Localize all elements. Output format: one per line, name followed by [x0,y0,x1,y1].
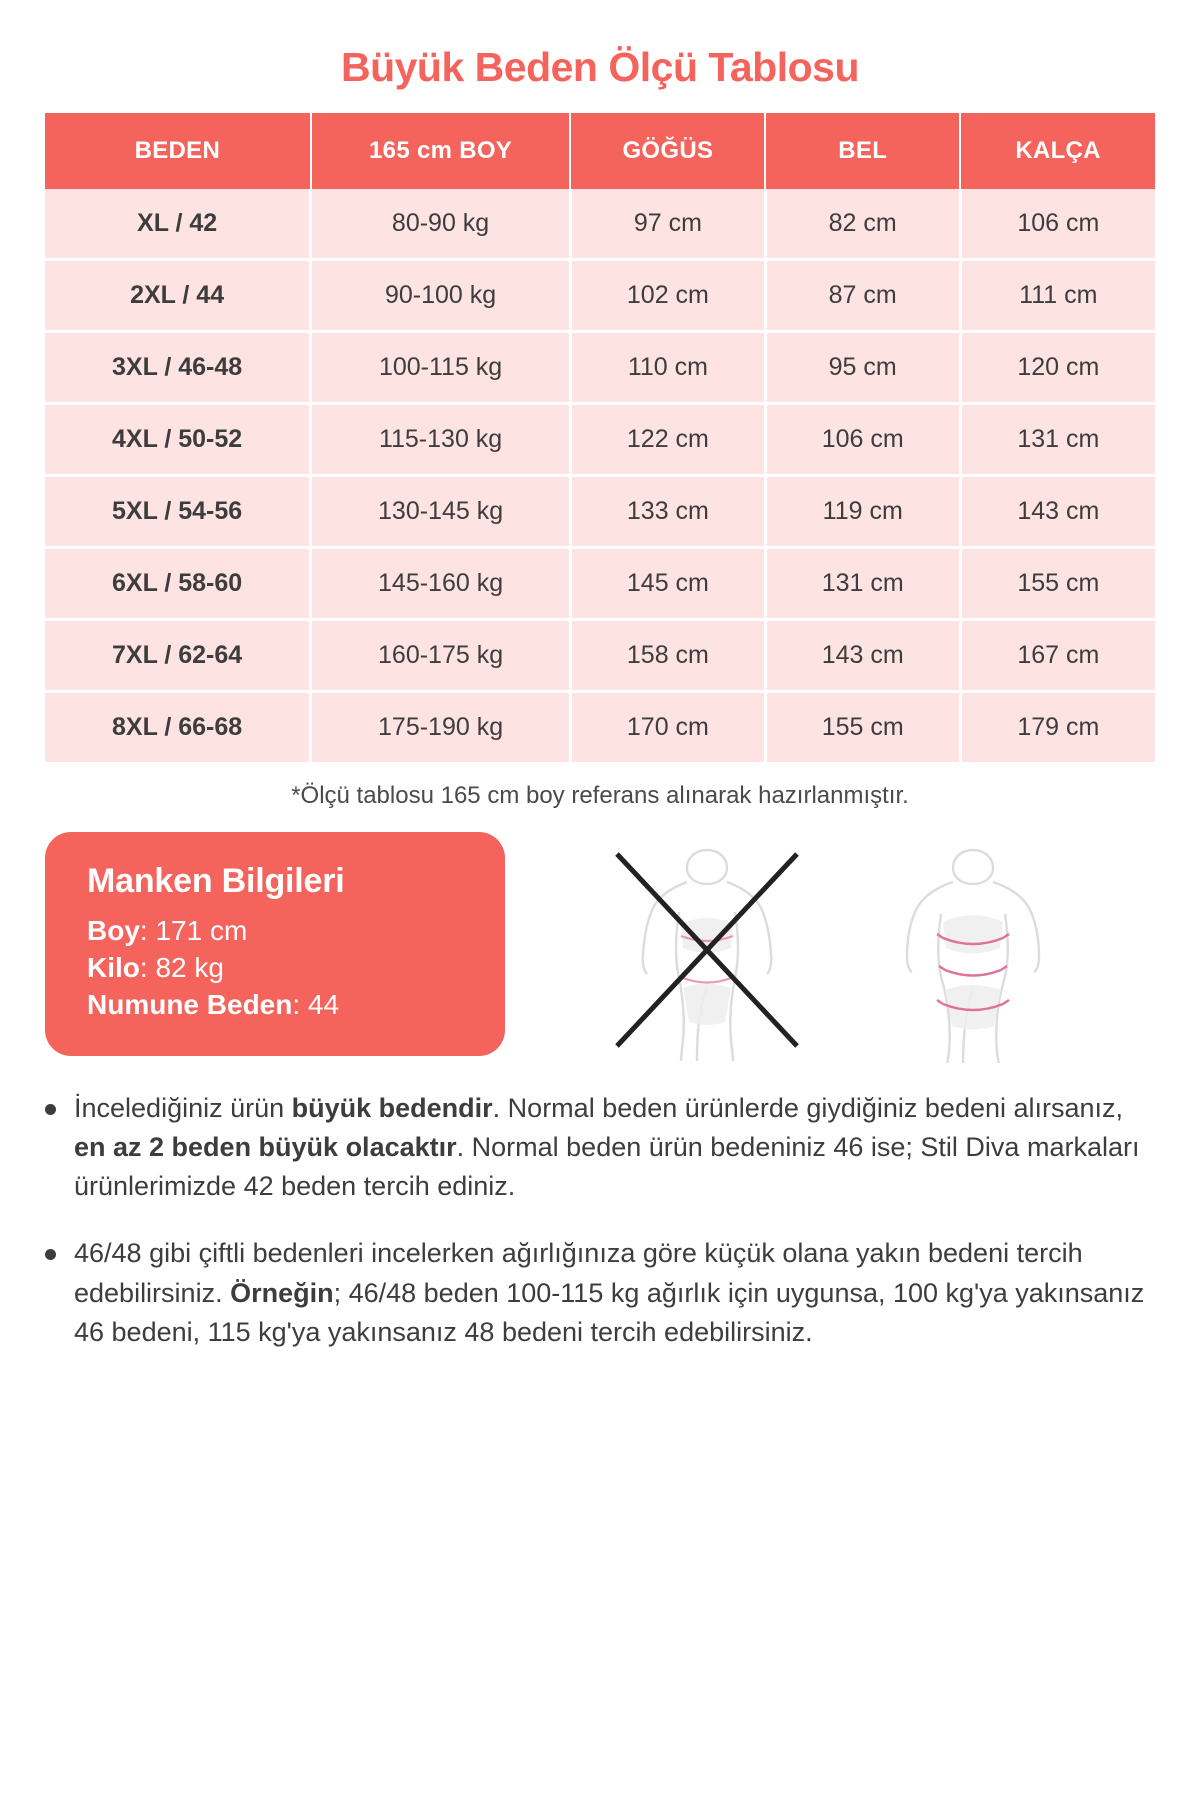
note-emphasis: Örneğin [230,1277,334,1308]
table-row [45,189,1155,260]
table-cell-size: 7XL / 62-64 [45,620,311,692]
table-cell-size: XL / 42 [45,189,311,260]
table-cell-value: 120 cm [960,332,1155,404]
column-header-kalca: KALÇA [960,113,1155,189]
cross-out-icon [597,838,817,1063]
table-cell-value: 102 cm [570,260,765,332]
column-header-beden: BEDEN [45,113,311,189]
table-cell-size: 3XL / 46-48 [45,332,311,404]
column-header-gogus: GÖĞÜS [570,113,765,189]
table-cell-value: 179 cm [960,692,1155,763]
table-cell-value: 175-190 kg [311,692,571,763]
table-row [45,260,1155,332]
table-row [45,476,1155,548]
column-header-bel: BEL [765,113,960,189]
note-item [45,1089,1155,1206]
table-cell-value: 80-90 kg [311,189,571,260]
table-row [45,620,1155,692]
model-sample-size [87,989,475,1021]
model-info-heading: Manken Bilgileri [87,862,345,900]
body-silhouette-measured-icon [863,838,1083,1063]
note-segment: . Normal beden ürünlerde giydiğiniz bedeni alırsanız, [492,1093,1124,1123]
table-cell-value: 95 cm [765,332,960,404]
table-cell-value: 106 cm [960,189,1155,260]
table-cell-value: 143 cm [765,620,960,692]
note-text [74,1089,1155,1206]
note-emphasis: en az 2 beden büyük olacaktır [74,1132,457,1163]
table-cell-value: 106 cm [765,404,960,476]
page-title: Büyük Beden Ölçü Tablosu [340,44,860,90]
column-header-boy: 165 cm BOY [311,113,571,189]
note-emphasis: büyük bedendir [291,1093,493,1123]
table-cell-value: 110 cm [570,332,765,404]
table-body [45,189,1155,762]
model-info-card [45,832,505,1056]
table-cell-value: 167 cm [960,620,1155,692]
table-cell-size: 8XL / 66-68 [45,692,311,763]
table-header-row [45,113,1155,189]
table-cell-value: 90-100 kg [311,260,571,332]
table-cell-value: 155 cm [960,548,1155,620]
table-row [45,548,1155,620]
table-cell-value: 130-145 kg [311,476,571,548]
table-cell-value: 145 cm [570,548,765,620]
table-cell-value: 115-130 kg [311,404,571,476]
table-cell-value: 145-160 kg [311,548,571,620]
notes-list [45,1089,1155,1352]
table-header [45,113,1155,189]
table-cell-value: 155 cm [765,692,960,763]
model-weight [87,952,475,984]
table-cell-size: 4XL / 50-52 [45,404,311,476]
table-cell-value: 82 cm [765,189,960,260]
table-cell-size: 6XL / 58-60 [45,548,311,620]
model-weight-label: Kilo [87,952,140,983]
bullet-dot-icon [45,1249,56,1260]
model-height [87,915,475,947]
bullet-dot-icon [45,1104,56,1115]
table-cell-size: 2XL / 44 [45,260,311,332]
correct-measure-figure [863,838,1083,1063]
table-row [45,404,1155,476]
table-row [45,332,1155,404]
table-row [45,692,1155,763]
note-text [74,1234,1155,1351]
table-cell-value: 87 cm [765,260,960,332]
table-cell-size: 5XL / 54-56 [45,476,311,548]
table-cell-value: 143 cm [960,476,1155,548]
model-weight-value: : 82 kg [139,952,224,983]
model-info-row [45,832,1155,1063]
table-cell-value: 100-115 kg [311,332,571,404]
table-note: *Ölçü tablosu 165 cm boy referans alınarak hazırlanmıştır. [291,782,909,809]
table-cell-value: 131 cm [765,548,960,620]
table-cell-value: 97 cm [570,189,765,260]
wrong-measure-figure [597,838,817,1063]
model-sample-size-value: : 44 [292,989,340,1020]
table-cell-value: 119 cm [765,476,960,548]
note-segment: . Normal beden ürün bedeniniz 46 ise; Stil Diva markaları ürünlerimizde 42 beden tercih ediniz. [74,1132,1140,1202]
table-cell-value: 131 cm [960,404,1155,476]
table-cell-value: 122 cm [570,404,765,476]
table-cell-value: 133 cm [570,476,765,548]
model-height-value: : 171 cm [139,915,248,946]
size-chart-table [45,113,1155,762]
table-cell-value: 111 cm [960,260,1155,332]
note-item [45,1234,1155,1351]
note-segment: ; 46/48 beden 100-115 kg ağırlık için uygunsa, 100 kg'ya yakınsanız 46 bedeni, 115 kg'ya yakınsanız 48 bedeni tercih edebilirsiniz. [74,1277,1145,1347]
table-cell-value: 170 cm [570,692,765,763]
table-cell-value: 158 cm [570,620,765,692]
measure-illustrations [525,832,1155,1063]
model-height-label: Boy [87,915,140,946]
table-cell-value: 160-175 kg [311,620,571,692]
note-segment: İncelediğiniz ürün [74,1093,292,1123]
note-segment: 46/48 gibi çiftli bedenleri incelerken ağırlığınıza göre küçük olana yakın bedeni tercih edebilirsiniz. [74,1238,1083,1308]
model-sample-size-label: Numune Beden [87,989,293,1020]
